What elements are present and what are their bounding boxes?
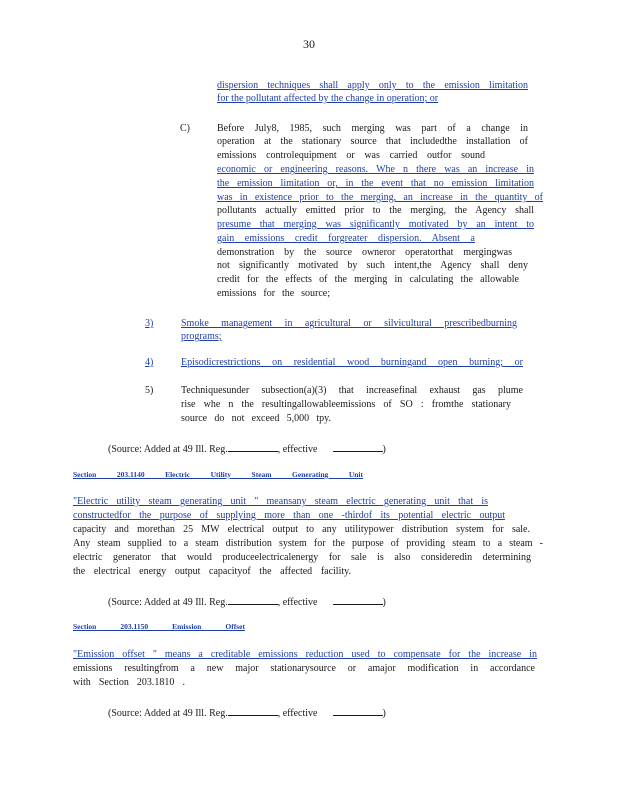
source-prefix: (Source: Added at 49 Ill. Reg. [108, 444, 228, 455]
text-line: "Emission offset " means a creditable emissions reduction used to compensate for the increase in [73, 649, 537, 660]
section-heading: Section 203.1150 Emission Offset [73, 622, 245, 631]
blank-line [333, 594, 383, 605]
text-line: demonstration by the source owneror operatorthat mergingwas [217, 247, 512, 258]
source-suffix: ) [382, 708, 386, 719]
source-mid: , effective [277, 708, 318, 719]
text-line: emissions for the source; [217, 288, 330, 299]
text-line: economic or engineering reasons. Whe n there was an increase in [217, 164, 534, 175]
text-line: pollutants actually emitted prior to the merging, the Agency shall [217, 205, 534, 216]
text-line: electric generator that would produceelectricalenergy for sale is also consideredin determining [73, 552, 531, 563]
text-line: gain emissions credit forgreater dispersion. Absent a [217, 233, 475, 244]
text-line: for the pollutant affected by the change in operation; or [217, 93, 439, 104]
text-line: emissions resultingfrom a new major stationarysource or amajor modification in accordance [73, 663, 535, 674]
page-number: 30 [303, 37, 315, 51]
blank-line [333, 441, 383, 452]
blank-line [228, 441, 278, 452]
text-line: emissions controlequipment or was carried outfor sound [217, 150, 485, 161]
text-line: rise whe n the resultingallowableemissions of SO : fromthe stationary [181, 399, 511, 410]
source-suffix: ) [382, 444, 386, 455]
blank-line [228, 705, 278, 716]
text-line: credit for the effects of the merging in calculating the allowable [217, 274, 519, 285]
source-prefix: (Source: Added at 49 Ill. Reg. [108, 597, 228, 608]
item-label: 3) [145, 318, 154, 329]
text-line: Before July8, 1985, such merging was part of a change in [217, 123, 528, 134]
text-line: dispersion techniques shall apply only to the emission limitation [217, 80, 528, 91]
text-line: Smoke management in agricultural or silvicultural prescribedburning [181, 318, 517, 329]
item-label: 4) [145, 357, 154, 368]
item-label: 5) [145, 385, 154, 396]
text-line: capacity and morethan 25 MW electrical output to any utilitypower distribution system for sale. [73, 524, 530, 535]
text-line: with Section 203.1810 . [73, 677, 185, 688]
text-line: Techniquesunder subsection(a)(3) that increasefinal exhaust gas plume [181, 385, 523, 396]
source-mid: , effective [277, 597, 318, 608]
text-line: was in existence prior to the merging, an increase in the quantity of [217, 192, 543, 203]
text-line: Episodicrestrictions on residential wood burningand open burning; or [181, 357, 523, 368]
source-note [108, 441, 386, 456]
text-line: Any steam supplied to a steam distribution system for the purpose of providing steam to a steam - [73, 538, 543, 549]
text-line: the emission limitation or, in the event that no emission limitation [217, 178, 534, 189]
text-line: operation at the stationary source that includedthe installation of [217, 136, 528, 147]
section-heading: Section 203.1140 Electric Utility Steam Generating Unit [73, 470, 363, 479]
blank-line [333, 705, 383, 716]
item-label: C) [180, 123, 190, 134]
text-line: programs; [181, 331, 222, 342]
source-mid: , effective [277, 444, 318, 455]
text-line: constructedfor the purpose of supplying more than one -thirdof its potential electric output [73, 510, 505, 521]
source-prefix: (Source: Added at 49 Ill. Reg. [108, 708, 228, 719]
text-line: not significantly motivated by such intent,the Agency shall deny [217, 260, 528, 271]
blank-line [228, 594, 278, 605]
source-note [108, 705, 386, 720]
text-line: source do not exceed 5,000 tpy. [181, 413, 331, 424]
text-line: the electrical energy output capacityof the affected facility. [73, 566, 351, 577]
source-suffix: ) [382, 597, 386, 608]
text-line: presume that merging was significantly motivated by an intent to [217, 219, 534, 230]
text-line: "Electric utility steam generating unit " meansany steam electric generating unit that is [73, 496, 488, 507]
source-note [108, 594, 386, 609]
